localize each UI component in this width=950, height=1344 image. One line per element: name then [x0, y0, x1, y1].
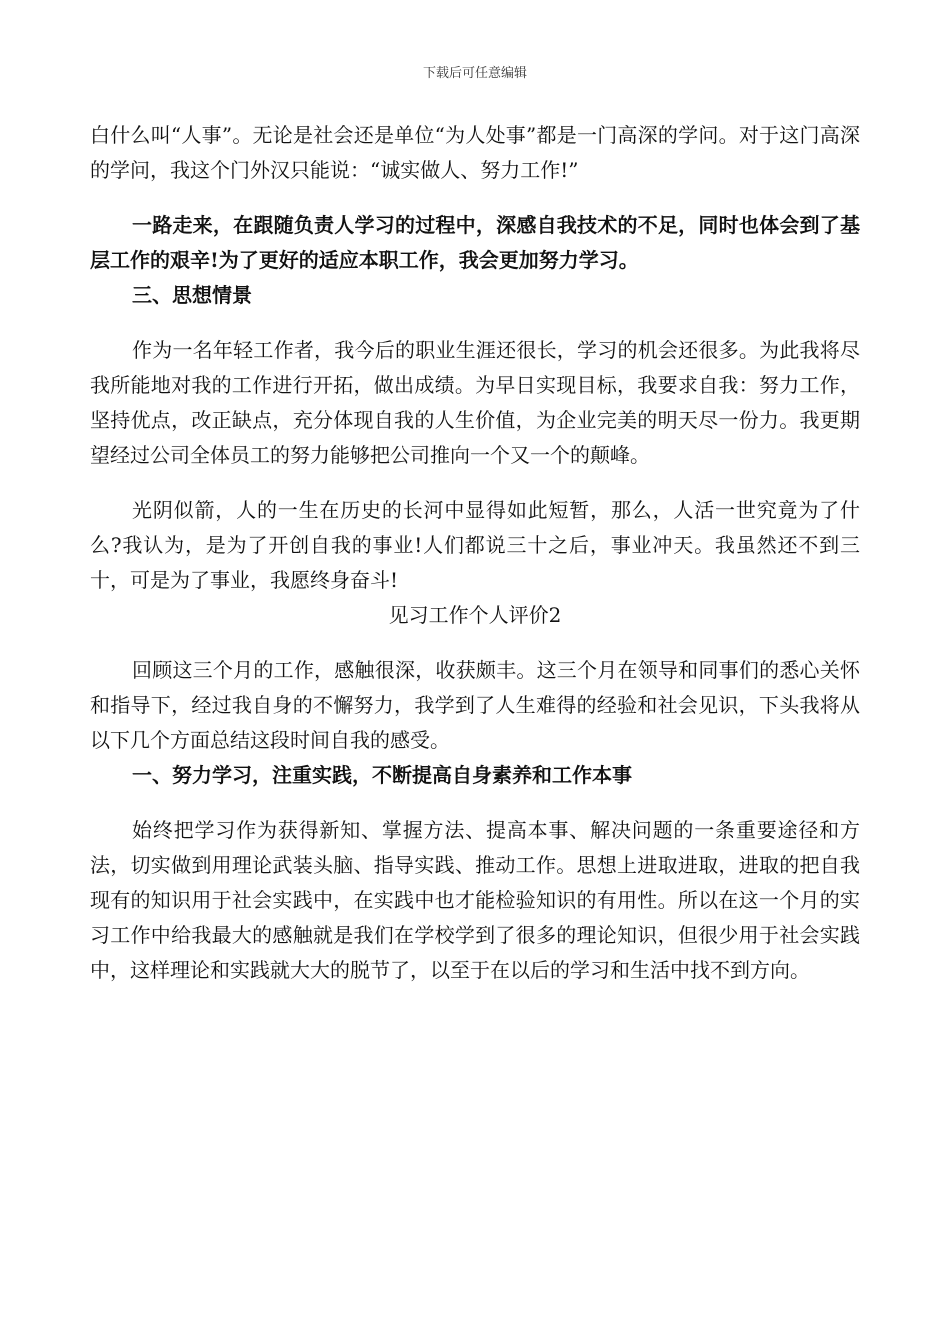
document-title-2: 见习工作个人评价2	[388, 603, 562, 627]
document-body	[90, 118, 860, 988]
section-heading-study: 一、努力学习，注重实践，不断提高自身素养和工作本事	[132, 763, 632, 787]
section-heading-thoughts: 三、思想情景	[132, 283, 252, 307]
page-header-note: 下载后可任意编辑	[422, 66, 527, 81]
paragraph-life-reflection: 光阴似箭，人的一生在历史的长河中显得如此短暂，那么，人活一世究竟为了什么?我认为，是为了开创自我的事业!人们都说三十之后，事业冲天。我虽然还不到三十，可是为了事业，我愿终身奋斗!	[90, 498, 860, 592]
paragraph-study-practice: 始终把学习作为获得新知、掌握方法、提高本事、解决问题的一条重要途径和方法，切实做到用理论武装头脑、指导实践、推动工作。思想上进取进取，进取的把自我现有的知识用于社会实践中，在实践中也才能检验知识的有用性。所以在这一个月的实习工作中给我最大的感触就是我们在学校学到了很多的理论知识，但很少用于社会实践中，这样理论和实践就大大的脱节了，以至于在以后的学习和生活中找不到方向。	[90, 818, 860, 982]
paragraph-review: 回顾这三个月的工作，感触很深，收获颇丰。这三个月在领导和同事们的悉心关怀和指导下，经过我自身的不懈努力，我学到了人生难得的经验和社会见识，下头我将从以下几个方面总结这段时间自我的感受。	[90, 658, 860, 752]
paragraph-career-goals: 作为一名年轻工作者，我今后的职业生涯还很长，学习的机会还很多。为此我将尽我所能地对我的工作进行开拓，做出成绩。为早日实现目标，我要求自我：努力工作，坚持优点，改正缺点，充分体现自我的人生价值，为企业完美的明天尽一份力。我更期望经过公司全体员工的努力能够把公司推向一个又一个的颠峰。	[90, 338, 860, 467]
paragraph-bold-summary: 一路走来，在跟随负责人学习的过程中，深感自我技术的不足，同时也体会到了基层工作的艰辛!为了更好的适应本职工作，我会更加努力学习。	[90, 213, 860, 272]
paragraph-continuation: 白什么叫“人事”。无论是社会还是单位“为人处事”都是一门高深的学问。对于这门高深的学问，我这个门外汉只能说：“诚实做人、努力工作!”	[90, 123, 860, 182]
